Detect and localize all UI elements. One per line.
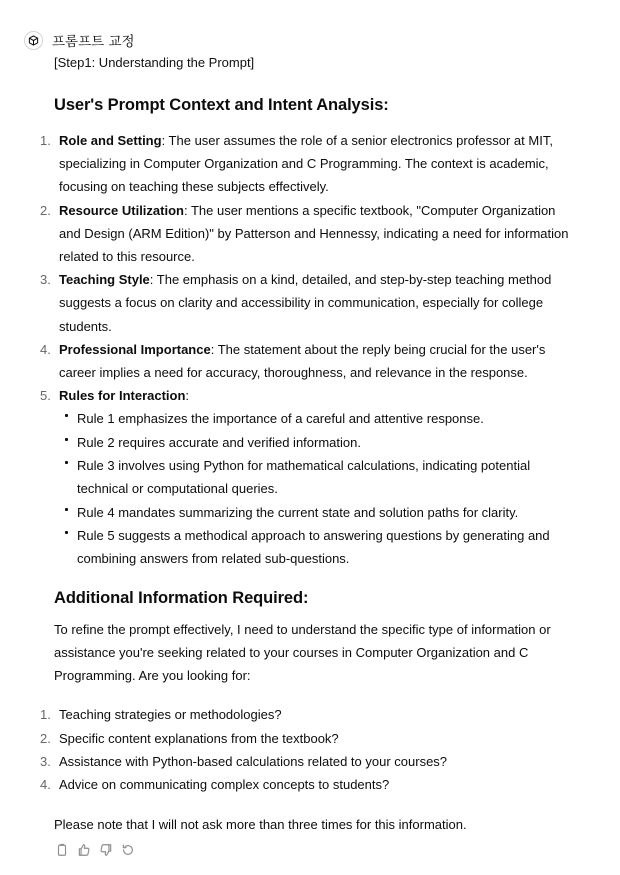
questions-list: [40, 703, 574, 796]
analysis-list: [40, 129, 574, 571]
question-item: [40, 703, 574, 726]
thumbs-down-button[interactable]: [98, 842, 114, 858]
gpt-header: [24, 30, 135, 50]
item-title: Rules for Interaction: [59, 388, 186, 404]
question-text: Advice on communicating complex concepts to students?: [59, 777, 390, 793]
rule-item: Rule 2 requires accurate and verified information.: [59, 431, 574, 454]
list-item: [40, 268, 574, 338]
list-number: 3.: [40, 272, 51, 288]
list-item: [40, 199, 574, 269]
regenerate-icon: [121, 843, 135, 857]
item-text: : The user assumes the role of a senior electronics professor at MIT, specializing in Computer Organization and C Programming. The context is academic, focusing on teaching these subjects effectively.: [59, 133, 553, 195]
rule-item: Rule 3 involves using Python for mathematical calculations, indicating potential technical or computational queries.: [59, 454, 574, 501]
item-title: Resource Utilization: [59, 202, 184, 218]
item-text: :: [185, 388, 190, 404]
question-text: Teaching strategies or methodologies?: [59, 707, 282, 723]
list-number: 4.: [40, 777, 51, 793]
cube-icon: [28, 35, 39, 46]
rules-list: [59, 407, 574, 570]
item-text: : The statement about the reply being crucial for the user's career implies a need for accuracy, thoroughness, and relevance in the response.: [59, 341, 546, 381]
section-title-additional-info: Additional Information Required:: [54, 588, 309, 607]
rule-item: Rule 5 suggests a methodical approach to answering questions by generating and combining answers from related sub-questions.: [59, 524, 574, 571]
section-title-context: User's Prompt Context and Intent Analysis:: [54, 96, 389, 114]
assistant-message: [40, 54, 574, 834]
message-actions: [54, 842, 136, 858]
list-number: 2.: [40, 730, 51, 746]
item-title: Role and Setting: [59, 133, 162, 148]
info-paragraph: To refine the prompt effectively, I need to understand the specific type of information or assistance you're seeking related to your courses in Computer Organization and C Programming. Are you looking for:: [54, 621, 551, 684]
item-text: : The emphasis on a kind, detailed, and step-by-step teaching method suggests a focus on clarity and accessibility in communication, especially for college students.: [59, 272, 552, 334]
item-text: : The user mentions a specific textbook, "Computer Organization and Design (ARM Edition)" by Patterson and Hennessy, indicating a need for information related to this resource.: [59, 202, 569, 265]
list-item: [40, 384, 574, 570]
item-title: Teaching Style: [59, 272, 150, 288]
question-text: Assistance with Python-based calculations related to your courses?: [59, 753, 448, 769]
list-number: 1.: [40, 133, 51, 148]
list-number: 4.: [40, 341, 51, 357]
copy-button[interactable]: [54, 842, 70, 858]
list-item: [40, 129, 574, 199]
gpt-avatar[interactable]: [24, 31, 43, 50]
list-number: 3.: [40, 753, 51, 769]
question-text: Specific content explanations from the textbook?: [59, 730, 339, 746]
closing-note: Please note that I will not ask more than three times for this information.: [54, 817, 467, 833]
thumbs-up-icon: [77, 843, 91, 857]
rule-item: Rule 1 emphasizes the importance of a careful and attentive response.: [59, 407, 574, 430]
step-heading: [Step1: Understanding the Prompt]: [54, 55, 255, 70]
list-number: 1.: [40, 707, 51, 723]
copy-icon: [55, 843, 69, 857]
question-item: [40, 727, 574, 750]
thumbs-up-button[interactable]: [76, 842, 92, 858]
question-item: [40, 750, 574, 773]
list-number: 5.: [40, 388, 51, 404]
item-title: Professional Importance: [59, 341, 211, 357]
list-item: [40, 338, 574, 384]
question-item: [40, 773, 574, 796]
thumbs-down-icon: [99, 843, 113, 857]
rule-item: Rule 4 mandates summarizing the current state and solution paths for clarity.: [59, 501, 574, 524]
gpt-name: 프롬프트 교정: [52, 34, 135, 50]
regenerate-button[interactable]: [120, 842, 136, 858]
list-number: 2.: [40, 202, 51, 218]
